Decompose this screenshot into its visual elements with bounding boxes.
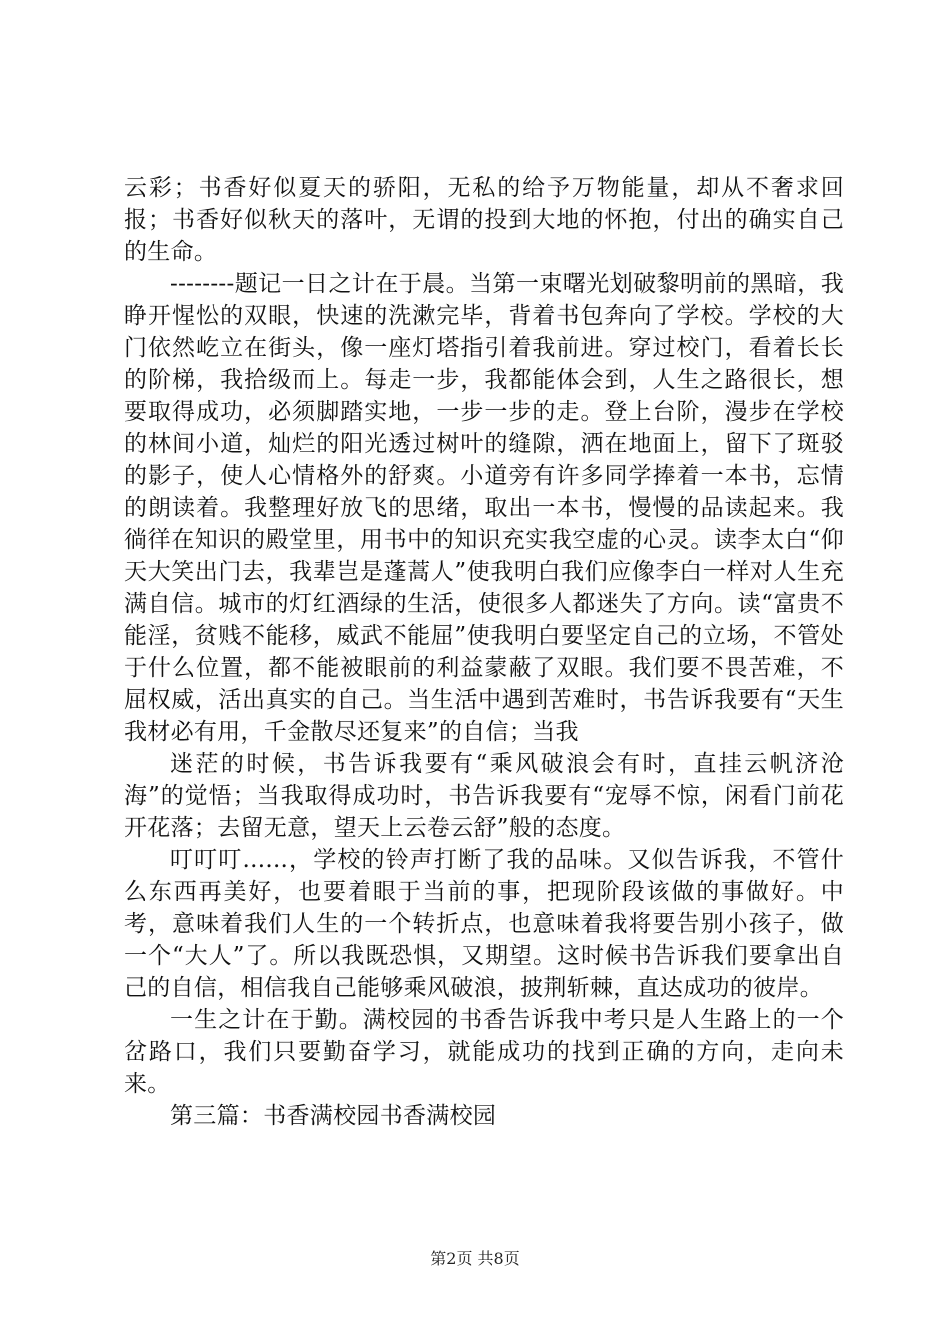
paragraph-3: 迷茫的时候，书告诉我要有“乘风破浪会有时，直挂云帆济沧海”的觉悟；当我取得成功时，书告诉我要有“宠辱不惊，闲看门前花开花落；去留无意，望天上云卷云舒”般的态度。 xyxy=(124,751,844,841)
paragraph-4: 叮叮叮......，学校的铃声打断了我的品味。又似告诉我，不管什么东西再美好，也要着眼于当前的事，把现阶段该做的事做好。中考，意味着我们人生的一个转折点，也意味着我将要告别小孩子，做一个“大人”了。所以我既恐惧，又期望。这时候书告诉我们要拿出自己的自信，相信我自己能够乘风破浪，披荆斩棘，直达成功的彼岸。 xyxy=(124,847,844,1001)
document-body xyxy=(124,172,844,1132)
section-heading: 第三篇：书香满校园书香满校园 xyxy=(170,1103,497,1129)
paragraph-5: 一生之计在于勤。满校园的书香告诉我中考只是人生路上的一个岔路口，我们只要勤奋学习，就能成功的找到正确的方向，走向未来。 xyxy=(124,1007,844,1097)
paragraph-2: --------题记一日之计在于晨。当第一束曙光划破黎明前的黑暗，我睁开惺忪的双眼，快速的洗漱完毕，背着书包奔向了学校。学校的大门依然屹立在街头，像一座灯塔指引着我前进。穿过校门，看着长长的阶梯，我拾级而上。每走一步，我都能体会到，人生之路很长，想要取得成功，必须脚踏实地，一步一步的走。登上台阶，漫步在学校的林间小道，灿烂的阳光透过树叶的缝隙，洒在地面上，留下了斑驳的影子，使人心情格外的舒爽。小道旁有许多同学捧着一本书，忘情的朗读着。我整理好放飞的思绪，取出一本书，慢慢的品读起来。我徜徉在知识的殿堂里，用书中的知识充实我空虚的心灵。读李太白“仰天大笑出门去，我辈岂是蓬蒿人”使我明白我们应像李白一样对人生充满自信。城市的灯红酒绿的生活，使很多人都迷失了方向。读“富贵不能淫，贫贱不能移，威武不能屈”使我明白要坚定自己的立场，不管处于什么位置，都不能被眼前的利益蒙蔽了双眼。我们要不畏苦难，不屈权威，活出真实的自己。当生活中遇到苦难时，书告诉我要有“天生我材必有用，千金散尽还复来”的自信；当我 xyxy=(124,271,844,745)
page-number: 第2页 共8页 xyxy=(430,1249,520,1268)
paragraph-1: 云彩；书香好似夏天的骄阳，无私的给予万物能量，却从不奢求回报；书香好似秋天的落叶，无谓的投到大地的怀抱，付出的确实自己的生命。 xyxy=(124,175,844,265)
